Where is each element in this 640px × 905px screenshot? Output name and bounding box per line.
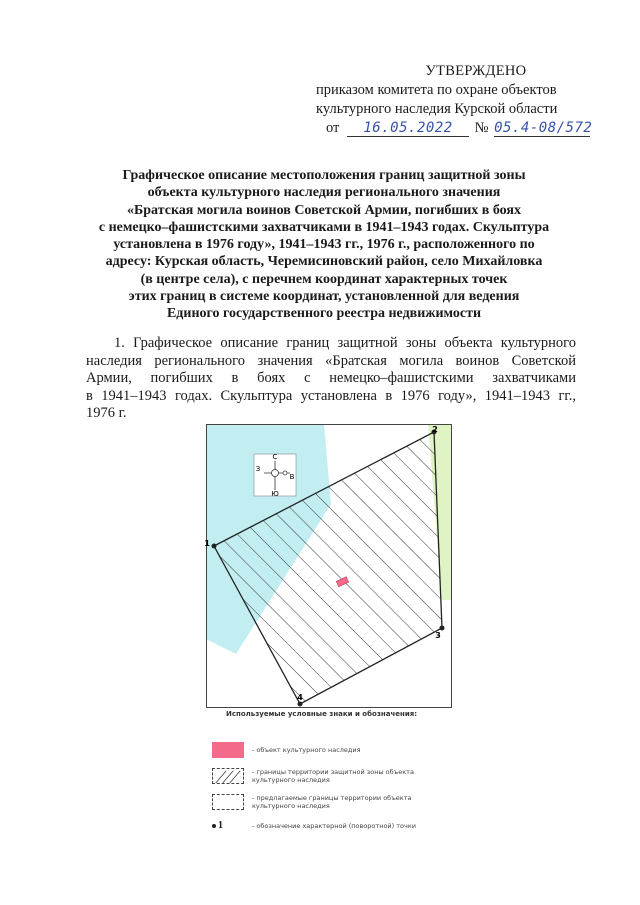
legend-item-point bbox=[212, 820, 452, 831]
approval-line-1: приказом комитета по охране объектов bbox=[316, 82, 557, 98]
heading-line: адресу: Курская область, Черемисиновский район, село Михайловка bbox=[105, 254, 543, 270]
point-dot-icon bbox=[212, 824, 216, 828]
legend-title: Используемые условные знаки и обозначения: bbox=[226, 710, 418, 718]
heading-line: «Братская могила воинов Советской Армии, погибших в боях bbox=[127, 202, 521, 218]
approval-block bbox=[316, 62, 616, 139]
compass-west: З bbox=[255, 465, 261, 473]
point-label: 3 bbox=[435, 631, 441, 640]
point-label: 4 bbox=[297, 693, 303, 702]
heading-line: (в центре села), с перечнем координат характерных точек bbox=[140, 271, 508, 287]
map-legend bbox=[212, 710, 472, 831]
description-paragraph bbox=[86, 335, 576, 423]
paragraph-line: в 1941–1943 годах. Скульптура установлена в 1976 году», 1941–1943 гг., bbox=[86, 387, 576, 404]
compass-north: С bbox=[272, 453, 278, 461]
heading-line: Графическое описание местоположения границ защитной зоны bbox=[122, 168, 526, 183]
compass-east: В bbox=[289, 473, 295, 481]
boundary-map bbox=[206, 424, 452, 708]
boundary-point-4 bbox=[297, 693, 303, 707]
legend-text: - обозначение характерной (поворотной) точки bbox=[252, 822, 417, 830]
legend-item-heritage-object bbox=[212, 742, 452, 758]
point-label: 1 bbox=[204, 539, 210, 548]
legend-text: - объект культурного наследия bbox=[252, 746, 361, 754]
compass-rose bbox=[254, 453, 296, 498]
heading-line: с немецко–фашистскими захватчиками в 1941–1943 годах. Скульптура bbox=[98, 219, 550, 235]
legend-text: - границы территории защитной зоны объекта культурного наследия bbox=[252, 768, 414, 784]
point-label: 2 bbox=[432, 425, 438, 434]
paragraph-line: 1. Графическое описание границ защитной зоны объекта культурного bbox=[114, 335, 576, 351]
heading-line: Единого государственного реестра недвижимости bbox=[166, 306, 482, 322]
legend-swatch-pink bbox=[212, 742, 244, 758]
legend-text: - предлагаемые границы территории объекта культурного наследия bbox=[252, 794, 412, 810]
legend-item-proposed-boundary bbox=[212, 794, 452, 810]
heading-line: установлена в 1976 году», 1941–1943 гг., 1976 г., расположенного по bbox=[113, 237, 535, 253]
approval-number: 05.4-08/572 bbox=[494, 120, 593, 136]
document-heading bbox=[76, 167, 572, 323]
boundary-point-2 bbox=[432, 425, 438, 435]
legend-point-symbol bbox=[212, 820, 244, 831]
legend-item-protection-zone bbox=[212, 768, 452, 784]
legend-swatch-dashed bbox=[212, 794, 244, 810]
heading-line: этих границ в системе координат, установленной для ведения bbox=[128, 289, 520, 305]
approval-order-line bbox=[316, 119, 616, 139]
paragraph-line: 1976 г. bbox=[86, 405, 127, 421]
approval-title: УТВЕРЖДЕНО bbox=[425, 63, 527, 79]
approval-line-2: культурного наследия Курской области bbox=[316, 101, 558, 117]
paragraph-line: Армии, погибших в боях с немецко–фашистскими захватчиками bbox=[86, 370, 576, 386]
compass-south: Ю bbox=[271, 490, 279, 498]
legend-swatch-hatch bbox=[212, 768, 244, 784]
from-label: от bbox=[326, 120, 340, 136]
paragraph-line: наследия регионального значения «Братская могила воинов Советской bbox=[86, 352, 576, 369]
approval-date: 16.05.2022 bbox=[347, 120, 469, 137]
legend-point-label: 1 bbox=[218, 820, 223, 831]
heading-line: объекта культурного наследия регионального значения bbox=[147, 185, 501, 201]
number-label: № bbox=[474, 120, 489, 136]
